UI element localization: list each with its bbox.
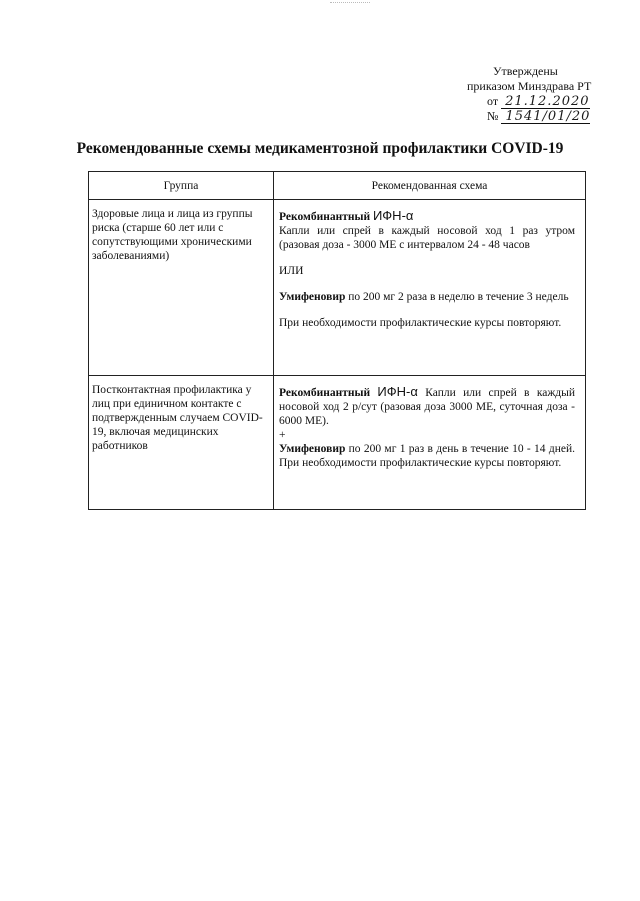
recommendations-table <box>88 171 586 510</box>
approval-line-2: приказом Минздрава РТ <box>467 79 592 93</box>
scheme-cell <box>274 200 586 376</box>
drug1-name: Рекомбинантный <box>279 387 371 399</box>
scheme-drug2 <box>279 290 575 304</box>
approval-date-line <box>455 94 595 109</box>
drug2-name: Умифеновир <box>279 443 346 455</box>
drug1-ifn: ИФН-α <box>372 208 414 223</box>
drug1-ifn: ИФН-α <box>377 384 418 399</box>
scheme-drug1 <box>279 209 575 252</box>
date-prefix: от <box>487 94 499 108</box>
drug2-name: Умифеновир <box>279 291 346 303</box>
scheme-note: При необходимости профилактические курсы повторяют. <box>279 317 562 329</box>
table-row <box>89 376 586 510</box>
connector-text: ИЛИ <box>279 265 304 277</box>
handwritten-number: 1541/01/20 <box>501 110 590 124</box>
table-header-row <box>89 172 586 200</box>
drug2-text: по 200 мг 1 раз в день в течение 10 - 14 дней. При необходимости профилактические курсы повторяют. <box>279 443 575 469</box>
scheme-cell <box>274 376 586 510</box>
approval-block <box>455 64 595 124</box>
drug1-name: Рекомбинантный <box>279 211 371 223</box>
drug1-text: Капли или спрей в каждый носовой ход 1 раз утром (разовая доза - 3000 МЕ с интервалом 24 - 48 часов <box>279 225 575 251</box>
document-title: Рекомендованные схемы медикаментозной профилактики COVID-19 <box>76 140 564 157</box>
scheme-drug2 <box>279 442 575 470</box>
drug2-text: по 200 мг 2 раза в неделю в течение 3 недель <box>348 291 569 303</box>
approval-number-line <box>455 109 595 124</box>
drug1-text: Капли или спрей в каждый носовой ход 2 р/сут (разовая доза 3000 МЕ, суточная доза - 6000 МЕ). <box>279 387 576 427</box>
handwritten-date: 21.12.2020 <box>501 95 589 109</box>
scheme-drug1 <box>279 385 575 428</box>
scan-mark <box>330 2 370 5</box>
header-scheme: Рекомендованная схема <box>274 172 586 200</box>
group-cell: Здоровые лица и лица из группы риска (старше 60 лет или с сопутствующими хроническими заболеваниями) <box>89 200 274 376</box>
approval-line-1: Утверждены <box>493 64 558 78</box>
number-prefix: № <box>487 109 499 123</box>
header-group: Группа <box>89 172 274 200</box>
group-cell: Постконтактная профилактика у лиц при единичном контакте с подтвержденным случаем COVID-19, включая медицинских работников <box>89 376 274 510</box>
connector-text: + <box>279 429 286 441</box>
table-row <box>89 200 586 376</box>
